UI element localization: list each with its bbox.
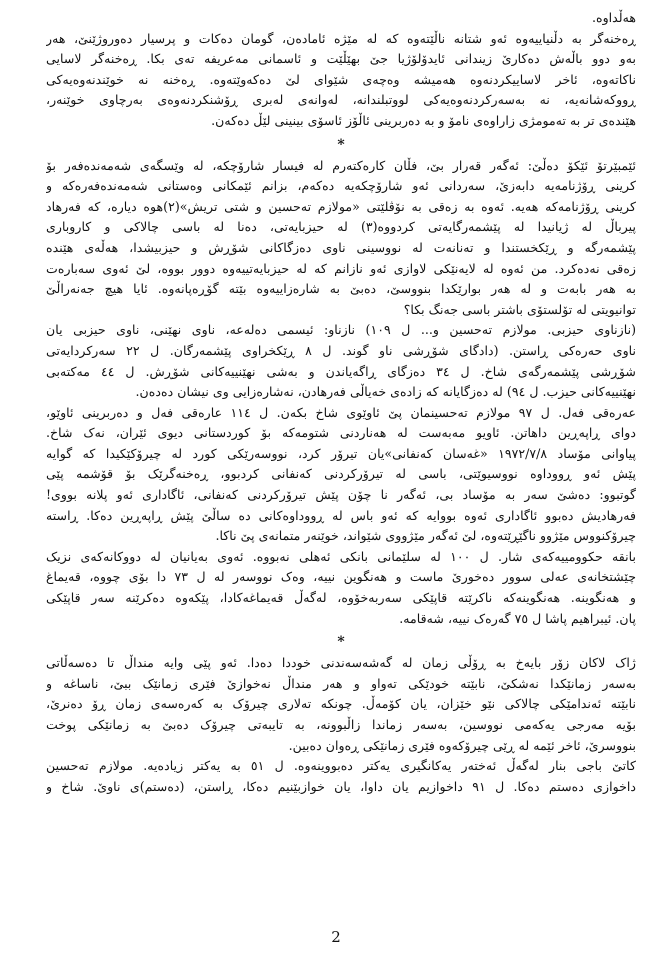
text-line: ڕەخنەگر بە دڵنیاییەوە ئەو شتانە ناڵێتەوە کە لە مێژە ئامادەن، گومان دەکات و پرسیار دەوروژێنێ، هەر: [46, 30, 636, 46]
text-line: بەسەر زمانێکدا نەشکێ، نابێتە خودێکی تەواو و هەر منداڵ نەخوازێ فێری زمانێک ببێ، ناساغە و: [46, 675, 636, 691]
text-line: داخوازی دەستم دەکا. ل ٩١ داخوازیم یان داوا، یان خوازبێنیم دەکا، ڕاستن، (دەستم)ی ناوێ. شاخ و: [46, 778, 636, 794]
text-line: توانیویتی لە تۆلستۆی باشتر باسی جەنگ بکا؟: [403, 301, 636, 317]
section-separator: *: [337, 634, 345, 651]
text-line: نابێتە ئەندامێکی چالاکی نێو خێزان، یان کۆمەڵ. چونکە تەلاری چیرۆک بە کەرەسەی زمان ڕۆ دەنرێ،: [46, 696, 636, 712]
text-line: پێشمەرگە و ڕێکخستندا و تەنانەت لە نووسینی ناوی دەزگاکانی شۆڕش و حیزبیشدا، هەڵەی هێندە: [46, 239, 636, 255]
paragraph-nicknames: [46, 320, 636, 402]
text-line: دوای ڕاپەڕین داهاتن. ئاویو مەبەست لە هەناردنی شتومەکە بۆ کوردستانی دیوی ئێران، نەک شاخ.: [46, 425, 636, 441]
text-line: نهێنییەکانی حیزب. ل ٩٤) لە دەزگایانە کە زادەی خەیاڵی فەرهادن، نەشارەزایی وی نیشان دەدەن.: [135, 384, 636, 400]
text-line: پان. ئیبراهیم پاشا ل ٧٥ گەرەک نییە، شەقامە.: [399, 610, 636, 626]
text-line: فەرهادیش دەبوو ئاگاداری ئەوە بووایە کە ئەو باس لە ڕووداوەکانی ده ساڵێ پێش ڕاپەڕین دەکا. ڕاستە: [46, 507, 636, 523]
paragraph-intro: [46, 8, 636, 132]
text-line: ئێمبێرتۆ ئێکۆ دەڵێ: ئەگەر قەرار بێ، فڵان کارەکتەرم لە فیسار شارۆچکە، لە وێسگەی شەمەندەفەر بۆ: [46, 157, 636, 173]
document-body: [46, 8, 636, 797]
text-line: کرینی ڕۆژنامەکە هەیە. ئەوە بە زەقی بە نۆڤلێتی «مولازم تەحسین و شتی تریش»(٢)هوە دیارە، کە فەرهاد: [46, 198, 636, 214]
text-line: و هەنگوینە. هەنگوینەکە ناکرێتە قاپێکی سەربەخۆوە، لەگەڵ قەیماغەکادا، پێکەوە دەکرێنە سەر قاپێکی: [46, 590, 636, 606]
text-line: پیرباڵ لە ژیانیدا لە پێشمەرگایەتی کردووە(٣) لە حیزبایەتی، دەنا لە باسی چالاکی و کاروباری: [46, 219, 636, 235]
text-line: زەقی نەدەکرد. من ئەوە لە لایەنێکی لاوازی ئەو نازانم کە لە حیزبایەتییەوە دوور بووە، لێ ئەوی سەبارەت: [46, 260, 636, 276]
text-line: (نازناوی حیزبی. مولازم تەحسین و... ل ١٠٩) نازناو: ئیسمی دەلەعە، ناوی نهێنی، ناوی حیزبی یان: [46, 322, 636, 338]
text-line: چیرۆکنووس مێژوو ناگێڕێتەوە، لێ ئەگەر مێژووی شێواند، خوێنەر متمانەی پێ ناکا.: [215, 528, 636, 544]
text-line: کرینی ڕۆژنامەیە دابەزێ، سەردانی ئەو شارۆچکەیە دەکەم، بزانم ئێمکانی وەستانی شەمەندەفەرەکە و: [46, 178, 636, 194]
text-line: گوتبوو: دەشێ سەر بە مۆساد بی، ئەگەر نا چۆن پێش تیرۆرکردنی کەنفانی، ئاگاداری ئەو پلانە بووی!: [46, 487, 636, 503]
text-line: کاتێ باجی بنار لەگەڵ ئەختەر یەکانگیری یەکتر دەبووینەوە. ل ٥١ بە یەکتر زیادەیە. مولازم تەحسین: [46, 758, 636, 774]
text-line: شۆڕشی پێشمەرگەی شاخ. ل ٣٤ دەزگای ڕاگەیاندن و بەشی نهێنییەکانی شۆڕش. ل ٤٤ مەکتەبی: [46, 363, 636, 379]
text-line: ناوی حەرەکی ڕاستن. (دادگای شۆڕشی ناو گوند. ل ٨ ڕێکخراوی پێشمەرگان. ل ٢٢ سەرکردایەتی: [46, 342, 636, 358]
text-line: پێش ئەو ڕووداوە نووسیوێتی، باسی لە تیرۆرکردنی کەنفانی کردبوو، ڕەخنەگرێک بۆ قۆشمە پێی: [46, 466, 636, 482]
text-line: ڕووکەشانەیە، نە بەسەرکردنەوەیەکی لووتبلندانە، لەوانەی لەبری ڕۆشنکردنەوەی بەرچاوی خوێنەر،: [46, 92, 636, 108]
text-line: پیاوانی مۆساد ١٩٧٢/٧/٨ «غەسان کەنفانی»یان تیرۆر کرد، نووسەرێکی کورد لە چیرۆکێکیدا کە گوایە: [46, 445, 636, 461]
text-line: بنووسرێ، ئاخر ئێمە لە ڕێی چیرۆکەوە فێری زمانێکی ڕەوان دەبین.: [288, 737, 636, 753]
text-line: بەو دوو باڵەش دەکارێ زیندانی ئایدۆلۆژیا جێ بهێڵێت و ئاسمانی مەعریفە تەی بکا. ڕەخنەگر لاسایی: [46, 51, 636, 67]
paragraph-araq: [46, 403, 636, 547]
text-line: هەڵداوە.: [591, 10, 636, 25]
paragraph-bajibinar: [46, 756, 636, 797]
text-line: هێندەی تر بە تەمومژی زاراوەی نامۆ و بە دەربرینی ئاڵۆز ئاسۆی بینینی لێڵ دەکەن.: [211, 112, 636, 128]
page-number: 2: [331, 928, 341, 946]
text-line: بە هەر بابەت و لە هەر بوارێکدا بنووسێ، دەبێ بە شارەزاییەوە بێتە گۆڕەپانەوە. ئایا هیچ جەنەراڵێ: [46, 281, 636, 297]
paragraph-eco: [46, 156, 636, 321]
text-line: ژاک لاکان زۆر بایەخ بە ڕۆڵی زمان لە گەشەسەندنی خوددا دەدا. ئەو پێی وایە منداڵ تا دەسەڵاتی: [46, 655, 636, 671]
text-line: بانقە حکوومییەکەی شار. ل ١٠٠ لە سلێمانی بانکی ئەهلی نەبووە. ئەوی بەیانیان لە دووکانەکەی نزیک: [46, 548, 636, 564]
section-separator: *: [337, 136, 345, 153]
text-line: ناکاتەوە، ئاخر لاساییکردنەوە هەمیشە وەچەی شێوای لێ دەکەوێتەوە. ڕەخنە نە خوێندنەوەیەکی: [46, 71, 636, 87]
text-line: عەرەقی فەل. ل ٩٧ مولازم تەحسینمان پێ ئاوێوی شاخ بکەن. ل ١١٤ عارەقی فەل و دەربرینی ئاوێو،: [46, 404, 636, 420]
text-line: چێشتخانەی عەلی سوور دەخورێ ماست و هەنگوین نییە، وەک نووسەر لە ل ٧٣ دا بۆی چووە، قەیماغ: [46, 569, 636, 585]
paragraph-lacan: [46, 653, 636, 756]
paragraph-bank: [46, 547, 636, 629]
text-line: بۆیە مەرجی یەکەمی نووسین، بەسەر زماندا زاڵبوونە، بە تایبەتی چیرۆک دەبێ بە زمانێکی پوخت: [46, 717, 636, 732]
